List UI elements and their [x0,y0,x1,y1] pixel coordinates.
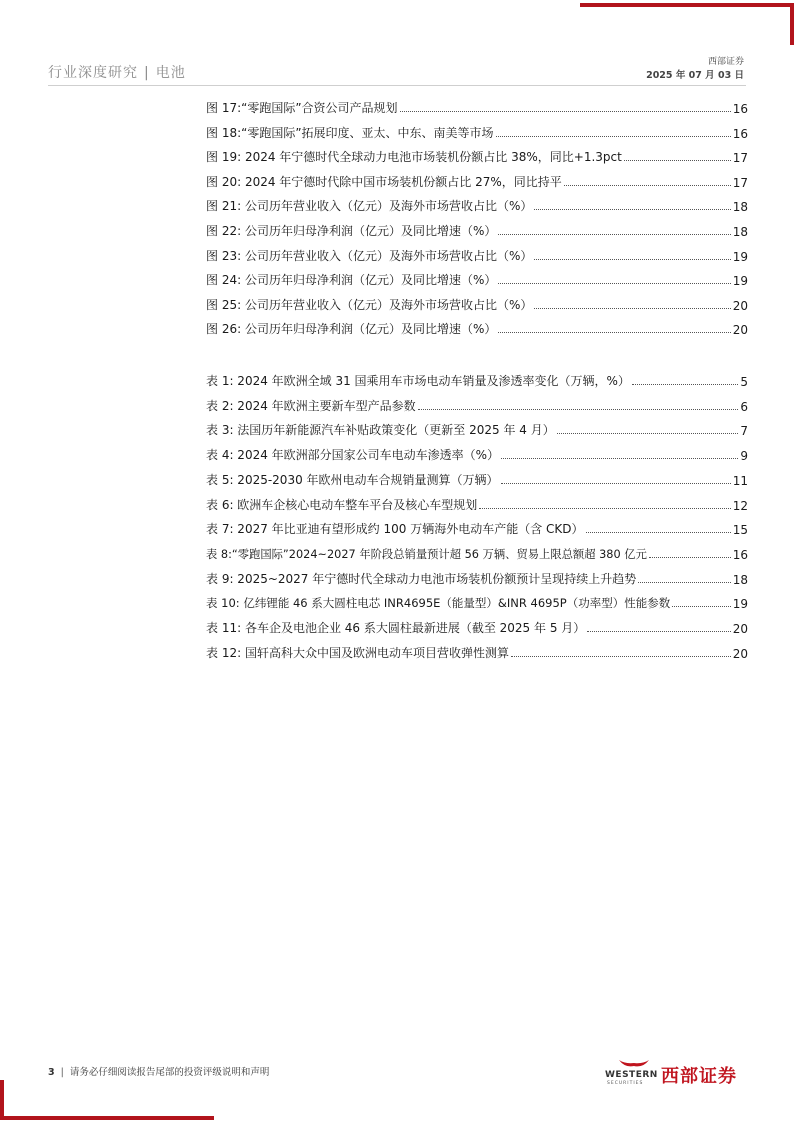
toc-entry-page: 15 [732,523,748,538]
toc-entry-title: 表 8:“零跑国际”2024~2027 年阶段总销量预计超 56 万辆、贸易上限总额超 380 亿元 [206,547,647,561]
toc-entry[interactable] [206,641,748,661]
toc-entry-page: 11 [732,473,748,488]
toc-leader [534,259,730,260]
logo-chinese: 西部证券 [661,1066,737,1087]
bull-horns-icon [617,1056,651,1070]
toc-entry-title: 表 6: 欧洲车企核心电动车整车平台及核心车型规划 [206,497,478,512]
toc-leader [501,458,738,459]
toc-entry[interactable] [206,418,748,438]
toc-leader [638,582,730,583]
toc-entry-title: 表 2: 2024 年欧洲主要新车型产品参数 [206,398,416,413]
toc-entry[interactable] [206,616,748,636]
toc-entry-page: 12 [732,498,748,513]
toc-entry[interactable] [206,369,748,389]
toc-leader [632,384,738,385]
toc-entry[interactable] [206,268,748,288]
toc-entry-title: 图 19: 2024 年宁德时代全球动力电池市场装机份额占比 38%，同比+1.3pct [206,150,622,165]
toc-leader [498,234,730,235]
toc-leader [511,656,731,657]
toc-entry-page: 7 [740,424,748,439]
toc-entry-title: 表 10: 亿纬锂能 46 系大圆柱电芯 INR4695E（能量型）&INR 4695P（功率型）性能参数 [206,596,671,611]
toc-entry-page: 18 [732,200,748,215]
toc-entry-page: 16 [732,547,748,562]
toc-entry-page: 20 [732,622,748,636]
toc-entry-title: 表 9: 2025~2027 年宁德时代全球动力电池市场装机份额预计呈现持续上升趋势 [206,571,637,586]
report-date: 2025 年 07 月 03 日 [646,70,744,81]
toc-leader [672,606,730,607]
toc-entry[interactable] [206,219,748,239]
toc-entry[interactable] [206,567,748,587]
report-category [48,62,186,82]
toc-leader [400,111,731,112]
toc-entry-title: 图 22: 公司历年归母净利润（亿元）及同比增速（%） [206,224,497,238]
logo-english: WESTERN [605,1070,658,1080]
toc-entry-title: 表 3: 法国历年新能源汽车补贴政策变化（更新至 2025 年 4 月） [206,423,555,438]
report-sector: 电池 [155,65,186,81]
toc-entry-page: 20 [732,323,748,338]
toc-entry-title: 表 5: 2025-2030 年欧州电动车合规销量测算（万辆） [206,472,499,487]
toc-leader [564,185,731,186]
logo-english-sub: SECURITIES [607,1081,644,1086]
toc-entry[interactable] [206,244,748,264]
toc-entry-page: 18 [732,225,748,239]
toc-entry[interactable] [206,591,748,611]
toc-entry-page: 20 [732,646,748,661]
toc-leader [534,308,730,309]
toc-entry[interactable] [206,121,748,141]
toc-entry-title: 表 7: 2027 年比亚迪有望形成约 100 万辆海外电动车产能（含 CKD） [206,522,584,537]
toc-entry[interactable] [206,542,748,562]
page-number: 3 [48,1067,55,1078]
toc-entry-page: 16 [732,126,748,141]
toc-entry-page: 20 [732,298,748,313]
toc-leader [418,409,739,410]
toc-leader [498,332,730,333]
toc-entry-page: 17 [732,175,748,190]
toc-entry-page: 19 [732,249,748,264]
toc-leader [557,433,739,434]
toc-entry-title: 图 18:“零跑国际”拓展印度、亚太、中东、南美等市场 [206,125,494,140]
toc-entry[interactable] [206,517,748,537]
corner-accent-top-right [580,3,794,7]
toc-entry[interactable] [206,394,748,414]
toc-entry[interactable] [206,468,748,488]
toc-entry-page: 5 [740,375,748,389]
toc-leader [498,283,730,284]
header-meta [646,55,744,83]
toc-entry-title: 表 1: 2024 年欧洲全域 31 国乘用车市场电动车销量及渗透率变化（万辆，%） [206,374,630,388]
header-separator: | [144,65,150,81]
header-brand: 西部证券 [707,57,744,67]
toc-entry-title: 表 11: 各车企及电池企业 46 系大圆柱最新进展（截至 2025 年 5 月） [206,621,586,635]
report-type: 行业深度研究 [48,65,138,81]
toc-entry[interactable] [206,194,748,214]
toc-entry-title: 图 23: 公司历年营业收入（亿元）及海外市场营收占比（%） [206,248,533,263]
toc-entry[interactable] [206,170,748,190]
corner-accent-top-right-vertical [790,3,794,45]
header-divider [48,85,746,86]
toc-entry-page: 19 [732,597,748,612]
toc-entry-title: 图 26: 公司历年归母净利润（亿元）及同比增速（%） [206,322,497,337]
toc-entry-title: 表 12: 国轩高科大众中国及欧洲电动车项目营收弹性测算 [206,645,509,660]
toc-entry-page: 19 [732,274,748,289]
corner-accent-bottom-left-vertical [0,1080,4,1120]
toc-entry[interactable] [206,317,748,337]
toc-entry[interactable] [206,145,748,165]
toc-entry-page: 9 [740,449,748,464]
toc-leader [587,631,730,632]
toc-entry[interactable] [206,493,748,513]
toc-entry-title: 图 17:“零跑国际”合资公司产品规划 [206,101,398,115]
toc-leader [586,532,731,533]
toc-entry[interactable] [206,96,748,116]
toc-leader [534,209,730,210]
toc-entry-title: 图 20: 2024 年宁德时代除中国市场装机份额占比 27%，同比持平 [206,174,562,189]
page-footer [48,1064,269,1078]
toc-entry[interactable] [206,443,748,463]
footer-separator: | [60,1067,64,1078]
company-logo [605,1056,750,1086]
toc-leader [479,508,730,509]
toc-entry-page: 18 [732,572,748,587]
toc-entry-title: 表 4: 2024 年欧洲部分国家公司车电动车渗透率（%） [206,448,500,463]
toc-entry-page: 17 [732,151,748,166]
disclaimer-notice: 请务必仔细阅读报告尾部的投资评级说明和声明 [69,1067,270,1078]
toc-leader [496,136,731,137]
toc-entry-page: 6 [740,399,748,414]
toc-entry[interactable] [206,293,748,313]
toc-leader [501,483,731,484]
toc-entry-title: 图 24: 公司历年归母净利润（亿元）及同比增速（%） [206,273,497,288]
toc-entry-page: 16 [732,102,748,116]
toc-entry-title: 图 25: 公司历年营业收入（亿元）及海外市场营收占比（%） [206,297,533,312]
corner-accent-bottom-left [0,1116,214,1120]
toc-leader [649,557,731,558]
toc-entry-title: 图 21: 公司历年营业收入（亿元）及海外市场营收占比（%） [206,199,533,214]
toc-leader [624,160,731,161]
